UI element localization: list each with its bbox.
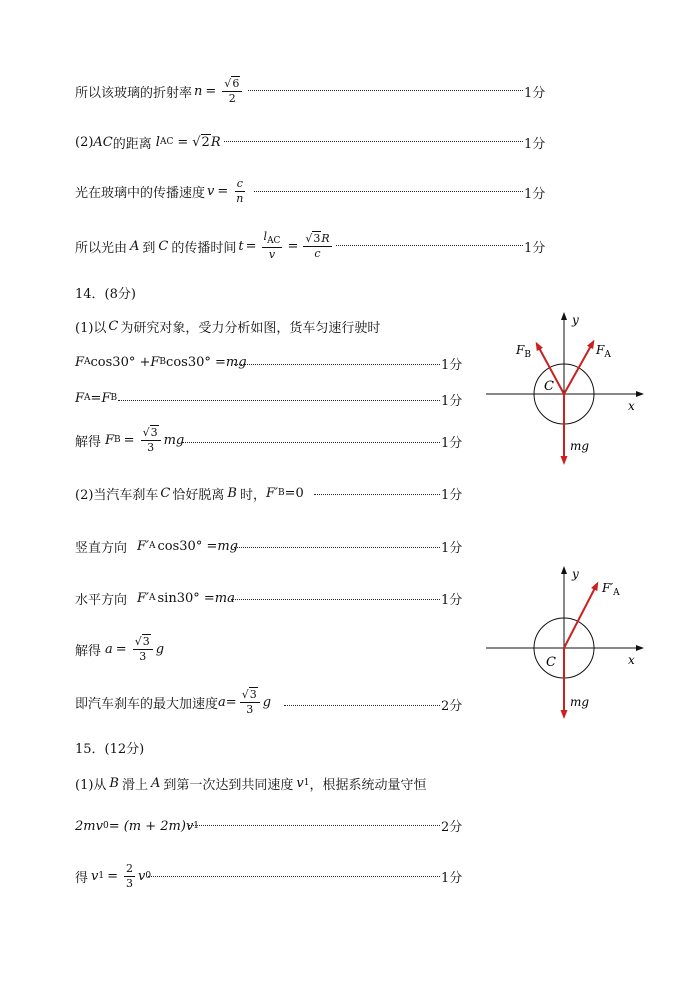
mg-label: mg: [570, 695, 590, 709]
common-velocity-solution: 得 v 1 = $\frac{2}{3}$ v 0: [75, 861, 152, 890]
score: 2分: [441, 699, 463, 714]
leader-dots: [234, 364, 440, 365]
fa-label: $F_A$: [596, 343, 611, 360]
force-diagram-1: [484, 308, 654, 468]
leader-dots: [224, 141, 523, 142]
score: 1分: [441, 436, 463, 451]
mg-label: mg: [570, 439, 590, 453]
horizontal-direction-equation: 水平方向 F′ A sin30° = ma: [75, 590, 235, 608]
force-equality-equation: F A = F B: [75, 390, 118, 406]
max-acceleration-line: 即汽车刹车的最大加速度 a = $\frac{√3}{3}$ g: [75, 687, 272, 716]
fa-arrow: [564, 344, 592, 394]
y-label: y: [572, 567, 579, 581]
refraction-index-line: 所以该玻璃的折射率 n = $\frac{√6}{2}$: [75, 76, 245, 106]
leader-dots: [336, 245, 523, 246]
x-label: x: [628, 399, 635, 413]
score: 1分: [441, 394, 463, 409]
score: 1分: [441, 541, 463, 556]
q15-part1-intro: (1)从 B 滑上 A 到第一次达到共同速度 v 1 ，根据系统动量守恒: [75, 775, 427, 793]
score: 1分: [441, 593, 463, 608]
score: 1分: [441, 871, 463, 886]
leader-dots: [148, 876, 440, 877]
acceleration-solution: 解得 a = $\frac{√3}{3}$ g: [75, 634, 165, 663]
leader-dots: [182, 442, 440, 443]
leader-dots: [234, 547, 440, 548]
question-14-heading: 14．(8分): [75, 286, 136, 302]
leader-dots: [118, 400, 440, 401]
momentum-conservation-equation: 2mv 0 = (m + 2m)v 1: [75, 818, 200, 834]
equilibrium-equation: F A cos30° + F B cos30° = mg: [75, 354, 247, 370]
question-15-heading: 15．(12分): [75, 741, 145, 757]
score: 1分: [524, 137, 546, 152]
score: 1分: [524, 187, 546, 202]
fa-prime-arrow: [564, 586, 596, 648]
leader-dots: [231, 599, 440, 600]
fb-label: $F_B$: [516, 343, 531, 360]
ac-distance-line: (2) AC 的距离 l AC = √2 R: [75, 134, 221, 152]
score: 2分: [441, 820, 463, 835]
y-label: y: [572, 313, 579, 327]
light-speed-line: 光在玻璃中的传播速度 v = $\frac{c}{n}$: [75, 176, 244, 205]
score: 1分: [441, 488, 463, 503]
leader-dots: [188, 825, 440, 826]
score: 1分: [441, 358, 463, 373]
fb-solution: 解得 F B = $\frac{√3}{3}$ mg: [75, 425, 185, 454]
vertical-direction-equation: 竖直方向 F′ A cos30° = mg: [75, 538, 239, 556]
score: 1分: [524, 241, 546, 256]
x-label: x: [628, 653, 635, 667]
leader-dots: [254, 191, 523, 192]
travel-time-line: 所以光由 A 到 C 的传播时间 t = $\frac{l_{AC}}{v}$ = $\frac{√3R}{c}$: [75, 230, 330, 262]
force-diagram-2: [484, 562, 654, 722]
c-label: C: [544, 379, 554, 394]
q14-part1-intro: (1)以 C 为研究对象，受力分析如图，货车匀速行驶时: [75, 318, 381, 336]
leader-dots: [314, 494, 440, 495]
q14-part2-condition: (2)当汽车刹车 C 恰好脱离 B 时， F′ B =0: [75, 485, 304, 503]
c-label: C: [546, 655, 556, 670]
fraction: $\frac{√6}{2}$: [222, 77, 242, 106]
score: 1分: [524, 86, 546, 101]
leader-dots: [284, 705, 440, 706]
fa-prime-label: $F'_A$: [602, 581, 620, 598]
leader-dots: [248, 90, 523, 91]
